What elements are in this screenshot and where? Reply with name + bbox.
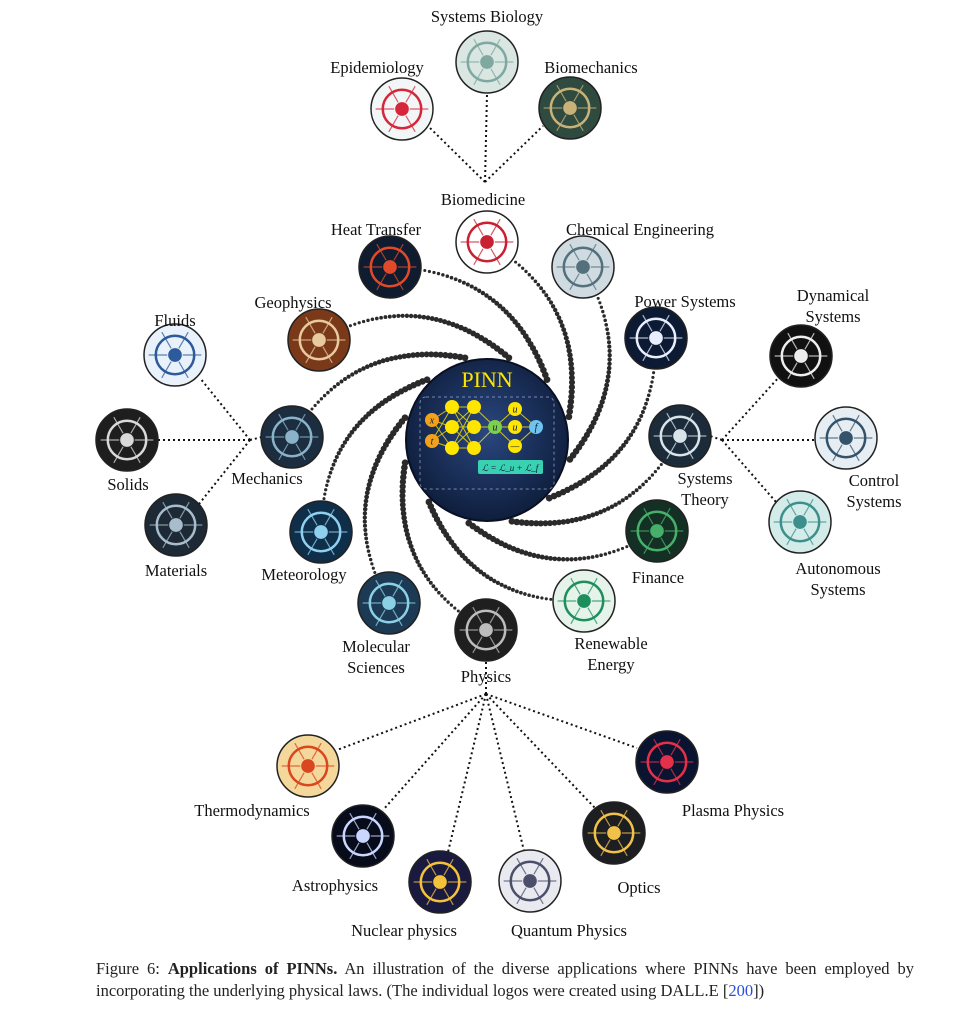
spiral-dot-physics <box>457 609 460 612</box>
spiral-dot-geophysics <box>366 319 369 322</box>
pylon-icon <box>625 307 687 369</box>
spiral-dot-biomedicine <box>531 276 535 280</box>
spiral-dot-biomedicine <box>518 264 521 267</box>
spiral-dot-power-systems <box>633 425 637 429</box>
hidden-node <box>445 400 459 414</box>
label-systems-theory: Systems Theory <box>677 469 733 509</box>
spiral-dot-systems-theory <box>641 483 645 487</box>
spiral-dot-chemical-engineering <box>601 310 604 313</box>
spiral-dot-heat-transfer <box>481 291 485 295</box>
car-brain-icon <box>769 491 831 553</box>
spiral-dot-heat-transfer <box>432 271 435 274</box>
spiral-dot-physics <box>446 600 449 603</box>
spiral-dot-chemical-engineering <box>607 349 611 353</box>
spiral-dot-heat-transfer <box>466 282 470 286</box>
spiral-dot-chemical-engineering <box>604 323 608 327</box>
spiral-dot-finance <box>612 550 615 553</box>
spiral-dot-meteorology <box>323 493 326 496</box>
spiral-dot-biomedicine <box>524 270 527 273</box>
spiral-dot-geophysics <box>392 314 396 318</box>
label-geophysics: Geophysics <box>254 293 332 312</box>
label-thermodynamics: Thermodynamics <box>194 801 310 820</box>
molecule-icon <box>358 572 420 634</box>
spiral-dot-meteorology <box>325 484 328 487</box>
spiral-dot-molecular-sciences <box>368 554 371 557</box>
spiral-dot-renewable-energy <box>536 596 539 599</box>
spiral-dot-mechanics <box>323 394 326 397</box>
spiral-dot-renewable-energy <box>545 597 548 600</box>
node-symbol: u <box>492 422 498 434</box>
spiral-dot-physics <box>437 591 441 595</box>
spiral-dot-meteorology <box>337 451 341 455</box>
spiral-dot-molecular-sciences <box>366 486 371 491</box>
circuit-icon <box>649 405 711 467</box>
spiral-dot-geophysics <box>400 314 404 318</box>
spiral-dot-geophysics <box>413 314 418 319</box>
spiral-dot-geophysics <box>421 315 426 320</box>
spiral-dot-biomedicine <box>528 273 531 276</box>
spiral-dot-molecular-sciences <box>369 558 372 561</box>
spiral-dot-biomedicine <box>536 283 540 287</box>
label-optics: Optics <box>617 878 661 897</box>
spiral-dot-finance <box>599 553 603 557</box>
spiral-dot-chemical-engineering <box>607 336 611 340</box>
spiral-dot-renewable-energy <box>527 593 531 597</box>
label-mechanics: Mechanics <box>231 469 303 488</box>
spiral-dot-mechanics <box>310 407 313 410</box>
spiral-dot-geophysics <box>417 314 422 319</box>
thermometer-icon <box>359 236 421 298</box>
telescope-icon <box>332 805 394 867</box>
spiral-dot-mechanics <box>329 388 333 392</box>
spiral-dot-systems-theory <box>628 493 632 497</box>
spiral-dot-chemical-engineering <box>602 314 605 317</box>
spiral-dot-geophysics <box>375 317 379 321</box>
label-heat-transfer: Heat Transfer <box>330 220 422 239</box>
spiral-dot-biomedicine <box>521 267 524 270</box>
caption-suffix: ]) <box>753 981 765 1000</box>
spiral-dot-meteorology <box>326 479 329 482</box>
connector-thermodynamics <box>337 694 486 750</box>
connector-systems-biology <box>485 93 487 182</box>
heart-dna-icon <box>456 211 518 273</box>
label-dynamical-systems: Dynamical Systems <box>796 286 870 326</box>
connector-biomechanics <box>485 126 543 182</box>
spiral-dot-biomedicine <box>539 286 543 290</box>
spiral-dot-meteorology <box>329 471 333 475</box>
spiral-dot-chemical-engineering <box>607 345 611 349</box>
virus-icon <box>371 78 433 140</box>
spiral-dot-molecular-sciences <box>373 571 376 574</box>
spiral-dot-heat-transfer <box>446 274 450 278</box>
node-symbol: u <box>512 422 518 434</box>
node-symbol: u <box>512 404 518 416</box>
connector-systems-theory <box>710 436 722 440</box>
spiral-dot-chemical-engineering <box>607 366 612 371</box>
spiral-dot-power-systems <box>650 380 653 383</box>
spiral-dot-mechanics <box>347 375 351 379</box>
spiral-dot-chemical-engineering <box>605 327 609 331</box>
spiral-dot-heat-transfer <box>462 281 466 285</box>
spiral-dot-mechanics <box>326 391 330 395</box>
spiral-dot-finance <box>552 556 557 561</box>
spiral-dot-finance <box>582 556 586 560</box>
spiral-dot-renewable-energy <box>523 592 527 596</box>
spiral-dot-meteorology <box>335 455 339 459</box>
spiral-dot-heat-transfer <box>458 279 462 283</box>
label-fluids: Fluids <box>154 311 196 330</box>
spiral-dot-molecular-sciences <box>364 495 369 500</box>
spiral-dot-mechanics <box>343 377 347 381</box>
flame-icon <box>277 735 339 797</box>
spiral-dot-systems-theory <box>644 480 648 484</box>
spiral-dot-finance <box>574 557 578 561</box>
spiral-dot-meteorology <box>327 475 331 479</box>
caption-text: An illustration of the diverse applications where PINNs have been employed by incorporating the underlying physical laws. (The individual logos were created using DALL.E [ <box>96 959 914 1000</box>
label-finance: Finance <box>631 568 685 587</box>
connector-fluids <box>200 378 250 440</box>
hidden-node <box>467 441 481 455</box>
crystal-icon <box>145 494 207 556</box>
spiral-dot-systems-theory <box>631 491 635 495</box>
spiral-dot-meteorology <box>341 444 345 448</box>
spiral-dot-finance <box>591 555 595 559</box>
gears-icon <box>261 406 323 468</box>
spiral-dot-heat-transfer <box>450 276 454 280</box>
spiral-dot-molecular-sciences <box>363 511 367 515</box>
attractor-icon <box>770 325 832 387</box>
spiral-dot-renewable-energy <box>515 589 519 593</box>
label-chemical-engineering: Chemical Engineering <box>566 220 714 239</box>
spiral-dot-geophysics <box>371 318 375 322</box>
spiral-dot-chemical-engineering <box>606 370 611 375</box>
spiral-dot-power-systems <box>641 410 645 414</box>
spiral-dot-geophysics <box>383 315 387 319</box>
spiral-dot-biomedicine <box>553 308 557 312</box>
spiral-dot-finance <box>586 556 590 560</box>
spiral-dot-finance <box>617 548 620 551</box>
caption-ref-link[interactable]: 200 <box>728 981 754 1000</box>
pinn-hub <box>406 359 568 521</box>
connector-dynamical-systems <box>722 376 780 440</box>
spiral-dot-physics <box>426 577 430 581</box>
spiral-dot-finance <box>557 557 562 562</box>
spiral-dot-mechanics <box>340 380 344 384</box>
spiral-dot-molecular-sciences <box>366 545 370 549</box>
spiral-dot-mechanics <box>358 368 362 372</box>
spiral-dot-physics <box>434 588 438 592</box>
spiral-dot-physics <box>453 607 456 610</box>
spiral-dot-physics <box>424 574 428 578</box>
spiral-dot-meteorology <box>322 497 325 500</box>
spiral-dot-renewable-energy <box>549 598 552 601</box>
spiral-dot-finance <box>625 545 628 548</box>
spiral-dot-meteorology <box>343 440 347 444</box>
bone-gear-icon <box>539 77 601 139</box>
cube-lattice-icon <box>96 409 158 471</box>
pinn-title: PINN <box>461 367 513 392</box>
spiral-dot-systems-theory <box>624 496 628 500</box>
spiral-dot-geophysics <box>379 316 383 320</box>
spiral-dot-renewable-energy <box>532 594 535 597</box>
spiral-dot-geophysics <box>362 320 365 323</box>
spiral-dot-power-systems <box>646 398 650 402</box>
spiral-dot-molecular-sciences <box>363 528 367 532</box>
spiral-dot-molecular-sciences <box>365 490 370 495</box>
spiral-dot-meteorology <box>338 447 342 451</box>
spiral-dot-mechanics <box>361 366 366 371</box>
caption-prefix: Figure 6: <box>96 959 168 978</box>
spiral-dot-molecular-sciences <box>372 567 375 570</box>
wind-turbine-icon <box>553 570 615 632</box>
spiral-dot-systems-theory <box>660 463 663 466</box>
spiral-dot-heat-transfer <box>428 270 431 273</box>
spiral-dot-heat-transfer <box>477 289 481 293</box>
hidden-node <box>445 420 459 434</box>
label-biomechanics: Biomechanics <box>544 58 638 77</box>
spiral-dot-molecular-sciences <box>363 515 367 519</box>
label-nuclear-physics: Nuclear physics <box>351 921 457 940</box>
spiral-dot-finance <box>621 547 624 550</box>
spiral-dot-geophysics <box>388 315 392 319</box>
spiral-dot-systems-theory <box>638 486 642 490</box>
spiral-dot-heat-transfer <box>470 284 474 288</box>
spiral-dot-finance <box>608 551 611 554</box>
spiral-dot-mechanics <box>336 382 340 386</box>
label-physics: Physics <box>460 667 512 686</box>
spiral-dot-finance <box>565 557 569 561</box>
spiral-dot-chemical-engineering <box>607 357 611 361</box>
spiral-dot-biomedicine <box>547 297 551 301</box>
spiral-dot-physics <box>431 584 435 588</box>
spiral-dot-chemical-engineering <box>598 301 601 304</box>
label-autonomous-systems: Autonomous Systems <box>795 559 881 599</box>
spiral-dot-molecular-sciences <box>370 562 373 565</box>
connector-nuclear-physics <box>448 694 486 852</box>
figure-caption <box>96 958 914 1002</box>
spiral-dot-finance <box>544 555 549 560</box>
spiral-dot-meteorology <box>332 463 336 467</box>
plasma-ring-icon <box>636 731 698 793</box>
spiral-dot-geophysics <box>438 318 443 323</box>
spiral-dot-chemical-engineering <box>606 332 610 336</box>
spiral-dot-molecular-sciences <box>365 541 369 545</box>
spiral-dot-geophysics <box>349 324 352 327</box>
label-materials: Materials <box>144 561 208 580</box>
spiral-dot-geophysics <box>430 316 435 321</box>
spiral-dot-heat-transfer <box>441 273 444 276</box>
spiral-dot-mechanics <box>333 385 337 389</box>
connector-plasma-physics <box>486 694 637 748</box>
spiral-dot-systems-theory <box>654 470 657 473</box>
wave-swirl-icon <box>144 324 206 386</box>
spiral-dot-geophysics <box>405 314 409 318</box>
spiral-dot-heat-transfer <box>437 272 440 275</box>
spiral-dot-renewable-energy <box>507 586 511 590</box>
spiral-dot-geophysics <box>358 321 361 324</box>
label-molecular-sciences: Molecular Sciences <box>342 637 410 677</box>
spiral-dot-molecular-sciences <box>363 503 368 508</box>
spiral-dot-molecular-sciences <box>367 549 371 553</box>
spiral-dot-physics <box>440 594 444 598</box>
hidden-node <box>467 420 481 434</box>
spiral-dot-renewable-energy <box>503 585 507 589</box>
spiral-dot-physics <box>450 603 453 606</box>
spiral-dot-renewable-energy <box>496 581 500 585</box>
spiral-dot-geophysics <box>409 314 413 318</box>
strata-icon <box>288 309 350 371</box>
label-power-systems: Power Systems <box>634 292 736 311</box>
spiral-dot-chemical-engineering <box>600 306 603 309</box>
spiral-dot-chemical-engineering <box>605 378 610 383</box>
spiral-dot-chemical-engineering <box>607 340 611 344</box>
spiral-dot-systems-theory <box>648 477 651 480</box>
qubit-icon <box>499 850 561 912</box>
label-systems-biology: Systems Biology <box>430 7 544 26</box>
spiral-dot-molecular-sciences <box>364 536 368 540</box>
spiral-dot-chemical-engineering <box>597 297 600 300</box>
spiral-dot-meteorology <box>333 459 337 463</box>
label-biomedicine: Biomedicine <box>440 190 526 209</box>
spiral-dot-mechanics <box>350 372 354 376</box>
label-meteorology: Meteorology <box>261 565 347 584</box>
spiral-dot-chemical-engineering <box>603 319 607 323</box>
connector-epidemiology <box>429 127 485 182</box>
spiral-dot-geophysics <box>353 323 356 326</box>
connector-astrophysics <box>383 694 486 810</box>
spiral-dot-biomedicine <box>544 293 548 297</box>
label-plasma-physics: Plasma Physics <box>681 801 785 820</box>
spiral-dot-geophysics <box>434 317 439 322</box>
spiral-dot-power-systems <box>635 422 639 426</box>
label-quantum-physics: Quantum Physics <box>511 921 627 940</box>
loss-equation: ℒ = ℒ_u + ℒ_f <box>481 463 539 473</box>
spiral-dot-heat-transfer <box>454 277 458 281</box>
spiral-dot-renewable-energy <box>511 588 515 592</box>
spiral-dot-geophysics <box>426 315 431 320</box>
spiral-dot-systems-theory <box>617 500 621 504</box>
spiral-dot-mechanics <box>317 400 320 403</box>
spiral-dot-finance <box>548 556 553 561</box>
spiral-dot-geophysics <box>396 314 400 318</box>
atom-icon <box>455 599 517 661</box>
network-icon <box>456 31 518 93</box>
spiral-dot-meteorology <box>324 488 327 491</box>
spiral-dot-biomedicine <box>555 312 560 317</box>
spiral-dot-biomedicine <box>558 319 563 324</box>
spiral-dot-biomedicine <box>514 261 517 264</box>
spiral-dot-finance <box>595 554 599 558</box>
spiral-dot-biomedicine <box>549 300 553 304</box>
spiral-dot-power-systems <box>644 402 648 406</box>
spiral-dot-mechanics <box>314 404 317 407</box>
spiral-dot-power-systems <box>637 418 641 422</box>
spiral-dot-finance <box>578 557 582 561</box>
spiral-dot-physics <box>422 570 426 574</box>
connector-optics <box>486 694 595 808</box>
spiral-dot-chemical-engineering <box>603 387 608 392</box>
spiral-dot-meteorology <box>330 467 334 471</box>
dial-icon <box>815 407 877 469</box>
spiral-dot-molecular-sciences <box>363 524 367 528</box>
spiral-dot-power-systems <box>651 376 654 379</box>
spiral-dot-mechanics <box>354 370 358 374</box>
spiral-dot-biomedicine <box>551 304 555 308</box>
spiral-dot-systems-theory <box>621 498 625 502</box>
globe-cloud-icon <box>290 501 352 563</box>
node-symbol: — <box>510 441 520 453</box>
spiral-dot-molecular-sciences <box>363 507 368 512</box>
spiral-dot-physics <box>429 581 433 585</box>
spiral-dot-molecular-sciences <box>364 499 369 504</box>
prism-icon <box>583 802 645 864</box>
hidden-node <box>467 400 481 414</box>
spiral-dot-systems-theory <box>613 503 617 507</box>
spiral-dot-molecular-sciences <box>364 532 368 536</box>
spiral-dot-power-systems <box>648 389 651 392</box>
caption-bold: Applications of PINNs. <box>167 959 338 978</box>
spiral-dot-heat-transfer <box>473 286 477 290</box>
spiral-dot-chemical-engineering <box>607 362 612 367</box>
spiral-dot-physics <box>443 597 446 600</box>
flask-icon <box>552 236 614 298</box>
spiral-dot-biomedicine <box>534 279 538 283</box>
connector-mechanics <box>250 437 262 440</box>
spiral-dot-finance <box>531 553 536 558</box>
spiral-dot-chemical-engineering <box>604 383 609 388</box>
label-astrophysics: Astrophysics <box>291 876 379 895</box>
spiral-dot-renewable-energy <box>499 583 503 587</box>
node-symbol: t <box>430 436 434 448</box>
connector-quantum-physics <box>486 694 524 851</box>
label-control-systems: Control Systems <box>846 471 902 511</box>
label-epidemiology: Epidemiology <box>330 58 424 77</box>
spiral-dot-renewable-energy <box>540 596 543 599</box>
hidden-node <box>445 441 459 455</box>
spiral-dot-finance <box>604 552 608 556</box>
spiral-dot-chemical-engineering <box>606 374 611 379</box>
spiral-dot-molecular-sciences <box>363 519 367 523</box>
node-symbol: f <box>534 422 538 434</box>
nucleus-icon <box>409 851 471 913</box>
spiral-dot-renewable-energy <box>519 591 523 595</box>
spiral-dot-power-systems <box>643 406 647 410</box>
node-symbol: x <box>429 415 435 427</box>
spiral-dot-finance <box>540 555 545 560</box>
spiral-dot-biomedicine <box>542 290 546 294</box>
spiral-dot-systems-theory <box>635 488 639 492</box>
spiral-dot-chemical-engineering <box>608 353 612 357</box>
spiral-dot-heat-transfer <box>423 269 426 272</box>
spiral-dot-systems-theory <box>651 473 654 476</box>
spiral-dot-finance <box>569 557 573 561</box>
spiral-dot-mechanics <box>320 397 323 400</box>
spiral-dot-power-systems <box>652 371 655 374</box>
spiral-dot-power-systems <box>647 394 651 398</box>
spiral-dot-finance <box>561 557 566 562</box>
spiral-dot-power-systems <box>639 414 643 418</box>
label-solids: Solids <box>107 475 149 494</box>
spiral-dot-power-systems <box>631 429 635 433</box>
label-renewable-energy: Renewable Energy <box>574 634 648 674</box>
spiral-dot-power-systems <box>649 385 652 388</box>
spiral-dot-systems-theory <box>657 467 660 470</box>
